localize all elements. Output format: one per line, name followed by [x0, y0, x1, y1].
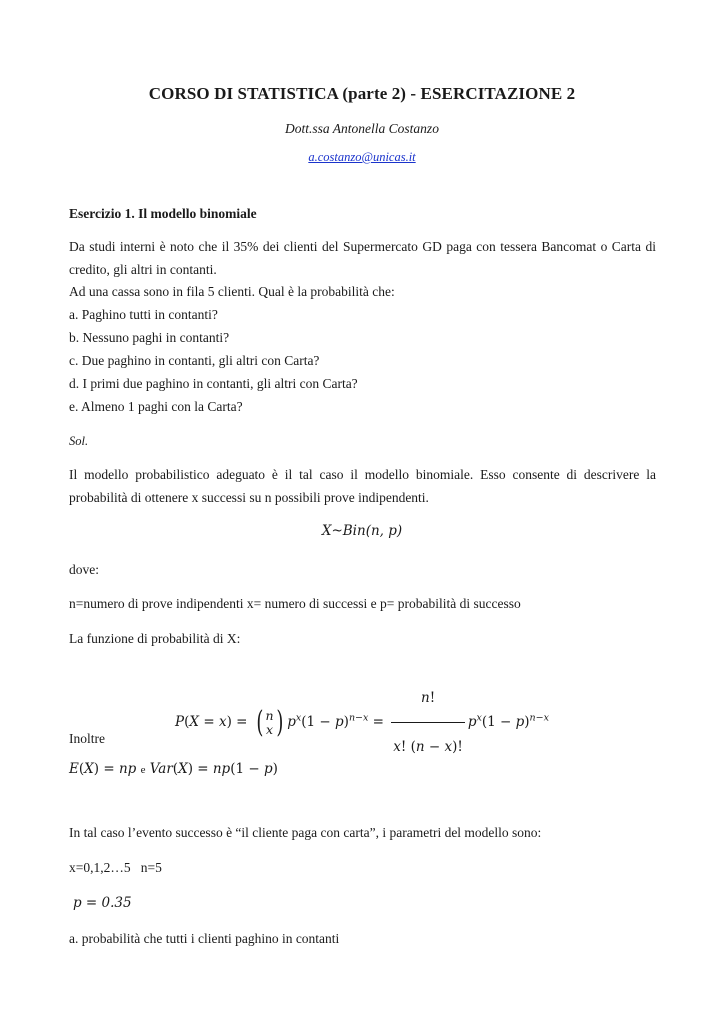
model-paragraph: Il modello probabilistico adeguato è il tal caso il modello binomiale. Esso consente di descrivere la probabilità di ottenere x successi su n possibili prove indipendenti. — [69, 467, 656, 505]
parameters-definition: n=numero di prove indipendenti x= numero di successi e p= probabilità di successo — [69, 596, 521, 611]
question-d: d. I primi due paghino in contanti, gli altri con Carta? — [69, 376, 358, 391]
exercise-heading: Esercizio 1. Il modello binomiale — [69, 206, 257, 221]
document-title: CORSO DI STATISTICA (parte 2) - ESERCITAZIONE 2 — [148, 84, 576, 103]
question-b: b. Nessuno paghi in contanti? — [69, 330, 230, 345]
factorial-fraction: $\frac{n!}{x! (n - x)!}$ — [391, 676, 465, 769]
author-email-link[interactable]: a.costanzo@unicas.it — [308, 150, 416, 164]
author-name: Dott.ssa Antonella Costanzo — [285, 121, 439, 136]
question-a: a. Paghino tutti in contanti? — [69, 307, 218, 322]
exercise-intro-question: Ad una cassa sono in fila 5 clienti. Qual è la probabilità che: — [69, 284, 395, 299]
event-success-paragraph: In tal caso l’evento successo è “il cliente paga con carta”, i parametri del modello sono: — [69, 825, 542, 840]
binomial-coefficient: ( n x) — [256, 705, 283, 740]
p-value-formula: p = 0.35 — [73, 895, 132, 911]
binomial-distribution-formula: X~Bin(n, p) — [321, 523, 403, 539]
expectation-variance-formula: E(X) = np e Var(X) = np(1 − p) — [69, 761, 278, 777]
solution-label: Sol. — [69, 434, 89, 448]
inoltre-label: Inoltre — [69, 731, 105, 746]
question-c: c. Due paghino in contanti, gli altri con Carta? — [69, 353, 320, 368]
question-e: e. Almeno 1 paghi con la Carta? — [69, 399, 243, 414]
exercise-intro-paragraph: Da studi interni è noto che il 35% dei clienti del Supermercato GD paga con tessera Bancomat o Carta di credito, gli altri in contanti. — [69, 239, 656, 277]
x-values: x=0,1,2…5 n=5 — [69, 860, 162, 875]
binomial-pmf-formula: P(X = x) = ( n x) $p^x(1 - p)^{n-x}$ = $\frac{n!}{x! (n - x)!}$ $p^x(1 - p)^{n-x}$ — [0, 676, 724, 726]
probability-function-label: La funzione di probabilità di X: — [69, 631, 241, 646]
question-a-solution-label: a. probabilità che tutti i clienti paghino in contanti — [69, 931, 340, 946]
dove-label: dove: — [69, 562, 99, 577]
